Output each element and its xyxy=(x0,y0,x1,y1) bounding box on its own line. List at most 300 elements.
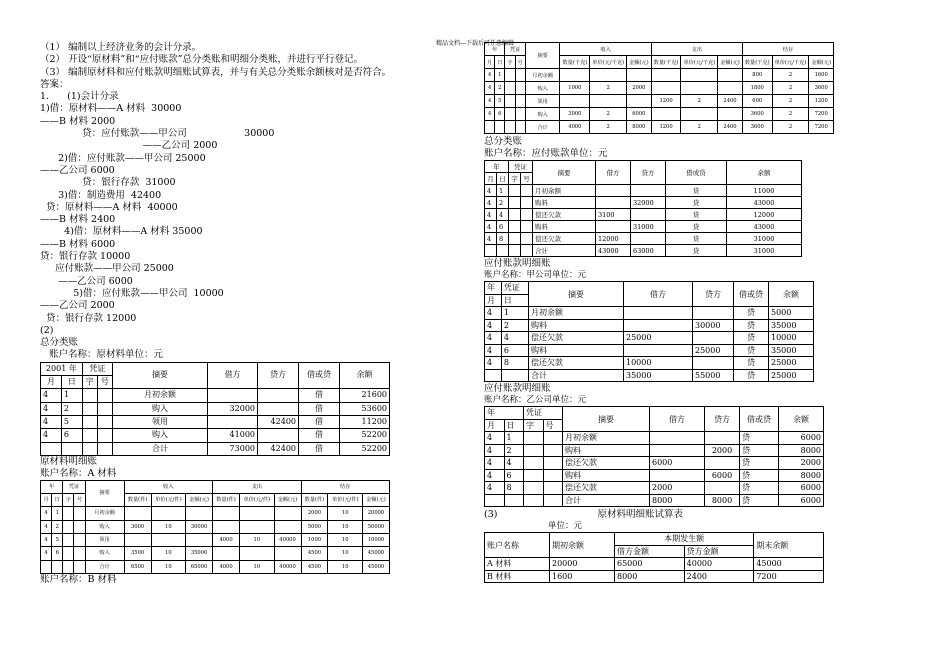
col-day: 日 xyxy=(501,294,528,307)
table-cell xyxy=(515,121,525,134)
table-cell: 11000 xyxy=(727,185,802,197)
table-cell: 2 xyxy=(772,121,809,134)
table-cell: 3100 xyxy=(596,209,631,221)
table-cell xyxy=(186,533,213,546)
table-cell xyxy=(74,520,85,533)
table-cell: 购料 xyxy=(533,197,596,209)
table-cell: 4 xyxy=(485,357,502,370)
table-cell: 4 xyxy=(485,197,497,209)
table-cell: 65000 xyxy=(615,558,685,571)
table-cell xyxy=(681,108,718,121)
table-cell xyxy=(485,369,502,382)
col-year: 2001 年 xyxy=(41,362,83,375)
table-cell: 4 xyxy=(485,221,497,233)
col-zi: 字 xyxy=(524,419,544,432)
table-cell xyxy=(718,69,743,82)
subhead-cell: 日 xyxy=(52,494,63,507)
table-cell xyxy=(41,560,52,573)
text-line: 账户名称：原材料单位：元 xyxy=(40,349,164,361)
table-cell: 10 xyxy=(151,547,186,560)
trial-title: 原材料明细账试算表 xyxy=(597,509,683,520)
table-cell: 42400 xyxy=(258,415,299,428)
table-cell: 45000 xyxy=(362,560,389,573)
table-cell: 购料 xyxy=(563,469,650,482)
text-line: 贷：应付账款——甲公司 30000 xyxy=(40,128,275,140)
table-cell: 4 xyxy=(485,82,495,95)
table-cell: 10000 xyxy=(769,332,814,345)
table-cell: 35000 xyxy=(769,344,814,357)
table-cell: 8 xyxy=(497,233,509,245)
table-cell: 2 xyxy=(772,82,809,95)
table-cell: 4 xyxy=(485,469,505,482)
table-cell: 10000 xyxy=(362,533,389,546)
table-cell xyxy=(509,245,521,257)
table-row xyxy=(41,533,390,546)
trial-unit: 单位：元 xyxy=(548,521,583,531)
table-cell: 2 xyxy=(681,121,718,134)
text-line: 5)借：应付账款——甲公司 10000 xyxy=(40,287,224,299)
table-cell xyxy=(213,520,240,533)
col-zi: 字 xyxy=(82,376,97,389)
table-cell xyxy=(596,197,631,209)
table-row xyxy=(485,444,824,457)
table-cell: 合计 xyxy=(529,369,624,382)
table-cell: 10 xyxy=(240,560,275,573)
table-cell: 贷 xyxy=(740,482,779,495)
table-row xyxy=(485,185,802,197)
col-day: 日 xyxy=(497,173,509,185)
table-cell xyxy=(596,185,631,197)
table-cell: 购入 xyxy=(85,547,124,560)
table-cell: 2 xyxy=(590,108,627,121)
table-cell: 1 xyxy=(501,307,528,320)
table-cell xyxy=(515,95,525,108)
table-cell: 21600 xyxy=(340,389,390,402)
table-cell xyxy=(74,560,85,573)
table-row xyxy=(485,69,834,82)
gl-material-table xyxy=(40,362,390,456)
table-cell: 2 xyxy=(497,197,509,209)
col-balance: 余额 xyxy=(340,362,390,389)
table-cell: 43000 xyxy=(727,197,802,209)
subhead-cell: 数量(件) xyxy=(301,494,328,507)
table-cell xyxy=(590,69,627,82)
col-month: 月 xyxy=(485,173,497,185)
col-dc: 借或贷 xyxy=(740,407,779,432)
table-cell: 4 xyxy=(485,108,495,121)
table-cell: 35000 xyxy=(624,369,693,382)
table-cell: 6000 xyxy=(779,482,824,495)
table-cell xyxy=(521,245,533,257)
table-cell: 8000 xyxy=(779,469,824,482)
table-row xyxy=(485,197,802,209)
text-line: ——乙公司 2000 xyxy=(40,140,218,152)
table-cell: 4 xyxy=(41,547,52,560)
table-cell xyxy=(705,482,740,495)
table-cell xyxy=(240,547,275,560)
table-cell: 2000 xyxy=(301,507,328,520)
table-cell: 4 xyxy=(41,507,52,520)
table-row xyxy=(41,402,390,415)
col-dc: 借或贷 xyxy=(299,362,340,389)
table-cell xyxy=(151,533,186,546)
table-cell: 1 xyxy=(61,389,82,402)
table-cell: 贷 xyxy=(666,197,727,209)
table-row xyxy=(485,233,802,245)
table-cell xyxy=(151,507,186,520)
table-row xyxy=(485,457,824,470)
table-cell: A 材料 xyxy=(485,558,550,571)
table-cell: 2 xyxy=(504,444,524,457)
table-cell xyxy=(61,442,82,455)
col-summary: 摘要 xyxy=(85,480,124,507)
table-cell: 8000 xyxy=(650,494,705,507)
table-cell: 4 xyxy=(504,457,524,470)
table-cell: 4 xyxy=(41,533,52,546)
table-cell xyxy=(258,429,299,442)
col-stock: 结存 xyxy=(301,480,390,493)
subhead-cell: 单价(元/千克) xyxy=(681,56,718,69)
col-debit: 借方 xyxy=(624,282,693,307)
table-cell xyxy=(509,197,521,209)
subhead-cell: 字 xyxy=(505,56,515,69)
table-cell: 月初余额 xyxy=(529,307,624,320)
text-line: (2) xyxy=(40,324,54,336)
table-cell xyxy=(186,507,213,520)
ap-jia-account: 账户名称：甲公司单位：元 xyxy=(484,270,587,280)
col-expense: 支出 xyxy=(651,43,742,56)
table-cell xyxy=(718,108,743,121)
table-cell xyxy=(258,402,299,415)
text-line: ——乙公司 2000 xyxy=(40,300,115,312)
table-cell: 1000 xyxy=(301,533,328,546)
col-debit: 借方 xyxy=(208,362,258,389)
table-cell: 50000 xyxy=(362,520,389,533)
table-cell xyxy=(524,494,544,507)
text-line: 1)借：原材料——A 材料 30000 xyxy=(40,103,182,115)
table-row xyxy=(485,82,834,95)
table-cell: 41000 xyxy=(208,429,258,442)
table-cell: 10 xyxy=(328,520,363,533)
col-account: 账户名称 xyxy=(485,533,550,558)
col-expense: 支出 xyxy=(213,480,301,493)
table-cell xyxy=(485,121,495,134)
table-cell xyxy=(208,389,258,402)
table-cell xyxy=(240,507,275,520)
ap-yi-table xyxy=(484,406,824,507)
table-cell: 4 xyxy=(485,444,505,457)
table-cell: 4 xyxy=(497,209,509,221)
table-cell: 4500 xyxy=(301,547,328,560)
table-cell: 4 xyxy=(501,332,528,345)
table-cell: 5 xyxy=(495,95,505,108)
table-cell xyxy=(631,233,666,245)
table-cell: 6 xyxy=(497,221,509,233)
text-line: ——乙公司 6000 xyxy=(40,164,115,176)
table-cell xyxy=(63,507,74,520)
table-cell: 6 xyxy=(52,547,63,560)
table-cell xyxy=(521,209,533,221)
table-cell xyxy=(521,233,533,245)
table-cell: 2000 xyxy=(779,457,824,470)
table-row xyxy=(41,389,390,402)
col-closing: 期末余额 xyxy=(754,533,824,558)
table-cell: 领用 xyxy=(525,95,560,108)
table-cell: 2 xyxy=(590,82,627,95)
table-cell: 偿还欠款 xyxy=(563,457,650,470)
table-cell: 73000 xyxy=(208,442,258,455)
col-voucher: 凭证 xyxy=(63,480,85,493)
text-line: 贷：银行存款 31000 xyxy=(40,177,176,189)
table-cell xyxy=(524,469,544,482)
detail-a-account: 账户名称：A 材料 xyxy=(40,467,117,479)
table-cell: 6 xyxy=(61,429,82,442)
table-cell: 4000 xyxy=(213,533,240,546)
table-cell: 贷 xyxy=(740,457,779,470)
table-cell: 20000 xyxy=(362,507,389,520)
table-row xyxy=(41,429,390,442)
table-cell: 4 xyxy=(41,415,62,428)
table-cell: 合计 xyxy=(525,121,560,134)
table-cell xyxy=(693,357,734,370)
table-row xyxy=(41,507,390,520)
table-cell: 12000 xyxy=(727,209,802,221)
col-month: 月 xyxy=(41,376,62,389)
table-cell xyxy=(63,533,74,546)
table-row xyxy=(485,245,802,257)
col-credit-amount: 贷方金额 xyxy=(684,545,754,558)
table-cell: 1600 xyxy=(550,570,615,583)
table-cell: 2 xyxy=(681,95,718,108)
table-cell xyxy=(560,95,590,108)
table-cell: 4 xyxy=(485,69,495,82)
table-cell xyxy=(82,389,97,402)
table-cell xyxy=(124,533,151,546)
col-credit: 贷方 xyxy=(258,362,299,389)
table-cell: 月初余额 xyxy=(563,432,650,445)
table-cell: 月初余额 xyxy=(113,389,208,402)
table-cell: 3000 xyxy=(560,108,590,121)
answer-text xyxy=(40,42,400,362)
table-cell: 月初余额 xyxy=(525,69,560,82)
table-cell: 4 xyxy=(485,457,505,470)
table-row xyxy=(485,95,834,108)
table-cell xyxy=(543,494,563,507)
left-column xyxy=(40,42,400,586)
table-row xyxy=(485,469,824,482)
table-cell xyxy=(560,69,590,82)
table-cell: 合计 xyxy=(113,442,208,455)
table-cell xyxy=(274,507,301,520)
table-row xyxy=(485,432,824,445)
col-year: 年 xyxy=(485,407,524,420)
table-cell: 2 xyxy=(772,108,809,121)
col-year: 年 xyxy=(41,480,63,493)
table-cell: 20000 xyxy=(550,558,615,571)
table-cell: 1 xyxy=(52,507,63,520)
table-cell: 偿还欠款 xyxy=(533,233,596,245)
table-cell: 4 xyxy=(485,482,505,495)
table-cell xyxy=(82,429,97,442)
text-line: ——B 材料 6000 xyxy=(40,238,116,250)
table-cell xyxy=(515,108,525,121)
text-line: （2） 开设“原材料”和“应付账款”总分类账和明细分类账，并进行平行登记。 xyxy=(40,54,363,66)
table-row xyxy=(41,547,390,560)
table-cell: 月初余额 xyxy=(85,507,124,520)
text-line: 贷：银行存款 10000 xyxy=(40,251,131,263)
table-cell: 25000 xyxy=(769,369,814,382)
table-cell: 1200 xyxy=(651,95,681,108)
table-cell: 6000 xyxy=(650,457,705,470)
table-cell: 购料 xyxy=(533,221,596,233)
table-cell xyxy=(41,442,62,455)
table-cell: 6000 xyxy=(627,108,652,121)
table-cell xyxy=(52,560,63,573)
table-cell: 4 xyxy=(485,332,502,345)
table-cell: 2000 xyxy=(705,444,740,457)
table-cell xyxy=(258,389,299,402)
table-cell: 偿还欠款 xyxy=(529,357,624,370)
table-cell xyxy=(718,82,743,95)
table-cell: 4 xyxy=(485,432,505,445)
table-cell xyxy=(705,457,740,470)
table-cell xyxy=(82,415,97,428)
table-cell: 合计 xyxy=(563,494,650,507)
table-cell xyxy=(681,69,718,82)
table-cell xyxy=(650,432,705,445)
subhead-cell: 单价(元/千克) xyxy=(590,56,627,69)
table-row xyxy=(485,344,814,357)
col-dc: 借或贷 xyxy=(666,161,727,185)
table-row xyxy=(485,494,824,507)
subhead-cell: 数量(千克) xyxy=(560,56,590,69)
subhead-cell: 金额(元) xyxy=(186,494,213,507)
table-row xyxy=(485,209,802,221)
table-cell xyxy=(596,221,631,233)
trial-label: (3) xyxy=(484,509,498,520)
table-cell: 贷 xyxy=(666,221,727,233)
table-cell xyxy=(705,432,740,445)
subhead-cell: 单价(元/件) xyxy=(240,494,275,507)
ap-yi-account: 账户名称：乙公司单位：元 xyxy=(484,395,587,405)
table-cell: 600 xyxy=(742,95,772,108)
table-cell: 6000 xyxy=(779,432,824,445)
gl-ap-account: 账户名称：应付账款单位：元 xyxy=(484,148,608,159)
col-credit: 贷方 xyxy=(631,161,666,185)
table-cell: 2 xyxy=(501,319,528,332)
col-voucher: 凭证 xyxy=(505,43,525,56)
text-line: 2)借：应付账款——甲公司 25000 xyxy=(40,152,206,164)
text-line: （3） 编制原材料和应付账款明细账试算表，并与有关总分类账余额核对是否符合。 xyxy=(40,66,392,78)
table-cell: 43000 xyxy=(596,245,631,257)
table-cell: 贷 xyxy=(740,432,779,445)
table-cell: 10 xyxy=(328,507,363,520)
col-income: 收入 xyxy=(124,480,212,493)
table-cell: 4 xyxy=(41,389,62,402)
table-cell: 7200 xyxy=(809,108,834,121)
table-cell: 35000 xyxy=(769,319,814,332)
col-voucher: 凭证 xyxy=(501,282,528,295)
table-cell: 4000 xyxy=(560,121,590,134)
table-row xyxy=(41,520,390,533)
table-cell: 贷 xyxy=(734,344,769,357)
table-cell: 800 xyxy=(742,69,772,82)
table-cell: 4 xyxy=(485,95,495,108)
table-cell xyxy=(515,69,525,82)
table-cell xyxy=(74,533,85,546)
table-cell xyxy=(521,221,533,233)
table-cell: 4 xyxy=(41,402,62,415)
table-cell xyxy=(543,469,563,482)
col-year: 年 xyxy=(485,161,509,173)
table-cell: 35000 xyxy=(186,547,213,560)
table-cell: 借 xyxy=(299,429,340,442)
table-cell xyxy=(501,369,528,382)
text-line: ——乙公司 6000 xyxy=(40,275,133,287)
table-cell xyxy=(524,432,544,445)
table-cell xyxy=(651,69,681,82)
table-cell: 4500 xyxy=(301,560,328,573)
table-cell: 40000 xyxy=(274,533,301,546)
table-cell: 10 xyxy=(151,520,186,533)
subhead-cell: 金额(元) xyxy=(809,56,834,69)
subhead-cell: 金额(元) xyxy=(274,494,301,507)
table-cell: 6500 xyxy=(124,560,151,573)
table-cell xyxy=(509,185,521,197)
table-cell: 4 xyxy=(485,185,497,197)
subhead-cell: 数量(件) xyxy=(124,494,151,507)
col-month: 月 xyxy=(485,294,502,307)
col-stock: 结存 xyxy=(742,43,833,56)
table-cell xyxy=(543,432,563,445)
table-cell xyxy=(505,121,515,134)
col-voucher: 凭证 xyxy=(509,161,533,173)
table-cell: 63000 xyxy=(631,245,666,257)
col-month: 月 xyxy=(485,419,505,432)
table-cell: 5000 xyxy=(769,307,814,320)
col-credit: 贷方 xyxy=(693,282,734,307)
subhead-cell: 金额(元) xyxy=(718,56,743,69)
table-cell xyxy=(485,245,497,257)
col-hao: 号 xyxy=(97,376,112,389)
table-cell xyxy=(627,69,652,82)
table-cell: 25000 xyxy=(624,332,693,345)
table-cell: 2 xyxy=(772,69,809,82)
table-cell: 3500 xyxy=(124,547,151,560)
table-cell xyxy=(590,95,627,108)
table-cell xyxy=(97,442,112,455)
table-cell xyxy=(82,442,97,455)
table-cell: 52200 xyxy=(340,429,390,442)
footer-left-account: 账户名称：B 材料 xyxy=(40,573,117,585)
table-cell: 45000 xyxy=(754,558,824,571)
text-line: 1. (1)会计分录 xyxy=(40,91,119,103)
table-row xyxy=(485,121,834,134)
text-line: 总分类账 xyxy=(40,337,79,349)
gl-ap-table xyxy=(484,160,802,257)
subhead-cell: 数量(千克) xyxy=(742,56,772,69)
table-cell: 1200 xyxy=(651,121,681,134)
table-cell: 42400 xyxy=(258,442,299,455)
table-cell: 10 xyxy=(151,560,186,573)
table-cell: 31000 xyxy=(727,245,802,257)
table-cell: 30000 xyxy=(693,319,734,332)
col-voucher: 凭证 xyxy=(82,362,112,375)
table-cell: 合计 xyxy=(533,245,596,257)
table-cell xyxy=(509,233,521,245)
table-cell: 11200 xyxy=(340,415,390,428)
table-cell: 3600 xyxy=(742,108,772,121)
